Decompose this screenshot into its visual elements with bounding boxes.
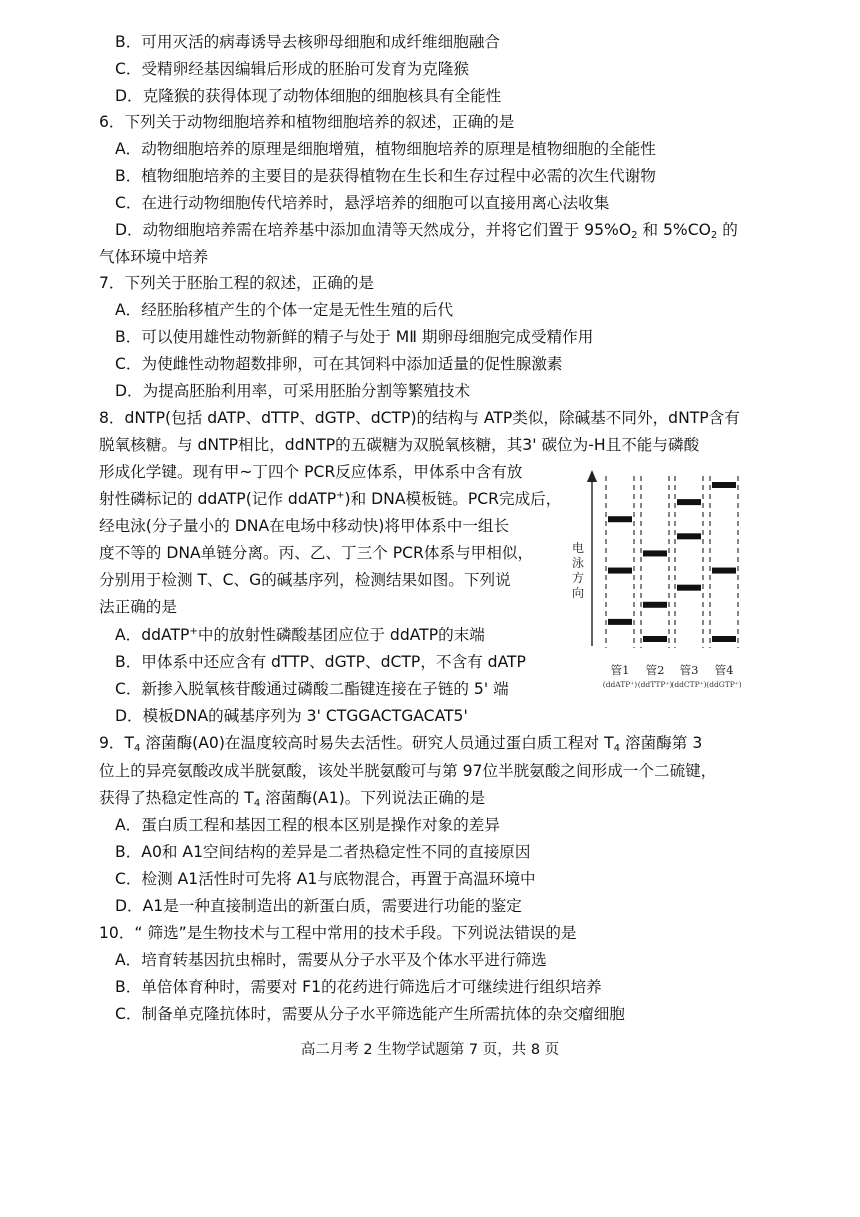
- question-9-stem-line3: [0, 788, 860, 808]
- q8-option-b: B．甲体系中还应含有 dTTP、dGTP、dCTP，不含有 dATP: [115, 653, 526, 671]
- question-8-stem-line6: 度不等的 DNA单链分离。丙、乙、丁三个 PCR体系与甲相似，: [99, 544, 534, 562]
- q9-l3-sub: 4: [253, 798, 261, 809]
- q7-option-b: B．可以使用雄性动物新鲜的精子与处于 MⅡ 期卵母细胞完成受精作用: [115, 328, 594, 346]
- tube-sublabel: (ddTTP⁺): [637, 680, 673, 689]
- q8a-part1: A．ddATP: [115, 626, 190, 644]
- gel-band: [643, 602, 667, 608]
- question-8-stem-line5: 经电泳(分子量小的 DNA在电场中移动快)将甲体系中一组长: [99, 517, 510, 535]
- q9-option-c: C．检测 A1活性时可先将 A1与底物混合，再置于高温环境中: [115, 870, 536, 888]
- gel-band: [677, 499, 701, 505]
- q9-l1-part2: 溶菌酶(A0)在温度较高时易失去活性。研究人员通过蛋白质工程对 T: [140, 734, 614, 752]
- gel-band: [643, 550, 667, 556]
- q7-option-c: C．为使雌性动物超数排卵，可在其饲料中添加适量的促性腺激素: [115, 355, 563, 373]
- q8a-part2: 中的放射性磷酸基团应位于 ddATP的末端: [197, 626, 485, 644]
- question-8-stem-line7: 分别用于检测 T、C、G的碱基序列，检测结果如图。下列说: [99, 571, 511, 589]
- q6-option-d: [0, 220, 860, 240]
- axis-label-char: 电: [571, 541, 585, 555]
- page-footer: 高二月考 2 生物学试题第 7 页，共 8 页: [300, 1042, 560, 1058]
- q9-l1-sub2: 4: [613, 743, 621, 754]
- gel-band: [643, 636, 667, 642]
- tube-sublabel: (ddATP⁺): [602, 680, 638, 689]
- q9-option-d: D．A1是一种直接制造出的新蛋白质，需要进行功能的鉴定: [115, 897, 522, 915]
- gel-band: [677, 585, 701, 591]
- q6-option-b: B．植物细胞培养的主要目的是获得植物在生长和生存过程中必需的次生代谢物: [115, 167, 656, 185]
- q9-l1-part1: 9．T: [99, 734, 135, 752]
- axis-label-char: 方: [571, 571, 585, 585]
- electrophoresis-figure: [566, 466, 766, 696]
- q9-l1-sub1: 4: [134, 743, 141, 754]
- question-8-stem-line1: 8．dNTP(包括 dATP、dTTP、dGTP、dCTP)的结构与 ATP类似，除碱基不同外，dNTP含有: [99, 409, 740, 427]
- question-8-stem-line3: 形成化学键。现有甲~丁四个 PCR反应体系，甲体系中含有放: [99, 463, 523, 481]
- tube-label: 管4: [714, 663, 734, 677]
- q9-option-a: A．蛋白质工程和基因工程的根本区别是操作对象的差异: [115, 816, 500, 834]
- gel-band: [608, 568, 632, 574]
- q8-line4-sup: +: [336, 490, 345, 501]
- q9-l3-part1: 获得了热稳定性高的 T: [99, 789, 254, 807]
- question-8-stem-line2: 脱氧核糖。与 dNTP相比，ddNTP的五碳糖为双脱氧核糖，其3' 碳位为-H且不能与磷酸: [99, 436, 700, 454]
- tube-label: 管2: [645, 663, 665, 677]
- tube-label: 管1: [610, 663, 630, 677]
- q10-option-b: B．单倍体育种时，需要对 F1的花药进行筛选后才可继续进行组织培养: [115, 978, 602, 996]
- question-9-stem-line2: 位上的异亮氨酸改成半胱氨酸，该处半胱氨酸可与第 97位半胱氨酸之间形成一个二硫键，: [99, 762, 717, 780]
- axis-label-char: 泳: [571, 556, 585, 570]
- gel-band: [608, 516, 632, 522]
- question-6-stem: 6．下列关于动物细胞培养和植物细胞培养的叙述，正确的是: [99, 113, 515, 131]
- q7-option-d: D．为提高胚胎利用率，可采用胚胎分割等繁殖技术: [115, 382, 471, 400]
- tube-sublabel: (ddCTP⁺): [671, 680, 707, 689]
- q9-option-b: B．A0和 A1空间结构的差异是二者热稳定性不同的直接原因: [115, 843, 531, 861]
- question-8-stem-line8: 法正确的是: [99, 598, 177, 616]
- q8-option-d: D．模板DNA的碱基序列为 3' CTGGACTGACAT5': [115, 707, 468, 725]
- q6-option-a: A．动物细胞培养的原理是细胞增殖，植物细胞培养的原理是植物细胞的全能性: [115, 140, 656, 158]
- axis-label-char: 向: [571, 586, 585, 600]
- q6d-sub2: 2: [710, 230, 718, 241]
- q6d-part2: 和 5%CO: [637, 221, 711, 239]
- q8-line4-part1: 射性磷标记的 ddATP(记作 ddATP: [99, 490, 337, 508]
- q5-option-c: C．受精卵经基因编辑后形成的胚胎可发育为克隆猴: [115, 60, 469, 78]
- tube-sublabel: (ddGTP⁺): [706, 680, 742, 689]
- question-7-stem: 7．下列关于胚胎工程的叙述，正确的是: [99, 274, 375, 292]
- q10-option-a: A．培育转基因抗虫棉时，需要从分子水平及个体水平进行筛选: [115, 951, 547, 969]
- q6-option-d-continued: 气体环境中培养: [99, 248, 209, 266]
- q10-option-c: C．制备单克隆抗体时，需要从分子水平筛选能产生所需抗体的杂交瘤细胞: [115, 1005, 625, 1023]
- question-10-stem: 10．“ 筛选”是生物技术与工程中常用的技术手段。下列说法错误的是: [99, 924, 577, 942]
- q5-option-d: D．克隆猴的获得体现了动物体细胞的细胞核具有全能性: [115, 87, 502, 105]
- q6d-sub1: 2: [631, 230, 638, 241]
- q8-line4-part2: )和 DNA模板链。PCR完成后，: [344, 490, 562, 508]
- question-9-stem-line1: [0, 733, 860, 753]
- q5-option-b: B．可用灭活的病毒诱导去核卵母细胞和成纤维细胞融合: [115, 33, 500, 51]
- q8a-sup: +: [189, 626, 198, 637]
- direction-arrow-head: [587, 470, 597, 482]
- q7-option-a: A．经胚胎移植产生的个体一定是无性生殖的后代: [115, 301, 454, 319]
- q6d-part1: D．动物细胞培养需在培养基中添加血清等天然成分，并将它们置于 95%O: [115, 221, 632, 239]
- gel-band: [712, 636, 736, 642]
- gel-band: [608, 619, 632, 625]
- gel-band: [712, 568, 736, 574]
- gel-band: [677, 533, 701, 539]
- q6-option-c: C．在进行动物细胞传代培养时，悬浮培养的细胞可以直接用离心法收集: [115, 194, 610, 212]
- gel-band: [712, 482, 736, 488]
- q8-option-c: C．新掺入脱氧核苷酸通过磷酸二酯键连接在子链的 5' 端: [115, 680, 509, 698]
- tube-label: 管3: [679, 663, 699, 677]
- q6d-part3: 的: [717, 221, 738, 239]
- q9-l1-part3: 溶菌酶第 3: [620, 734, 703, 752]
- q9-l3-part2: 溶菌酶(A1)。下列说法正确的是: [260, 789, 486, 807]
